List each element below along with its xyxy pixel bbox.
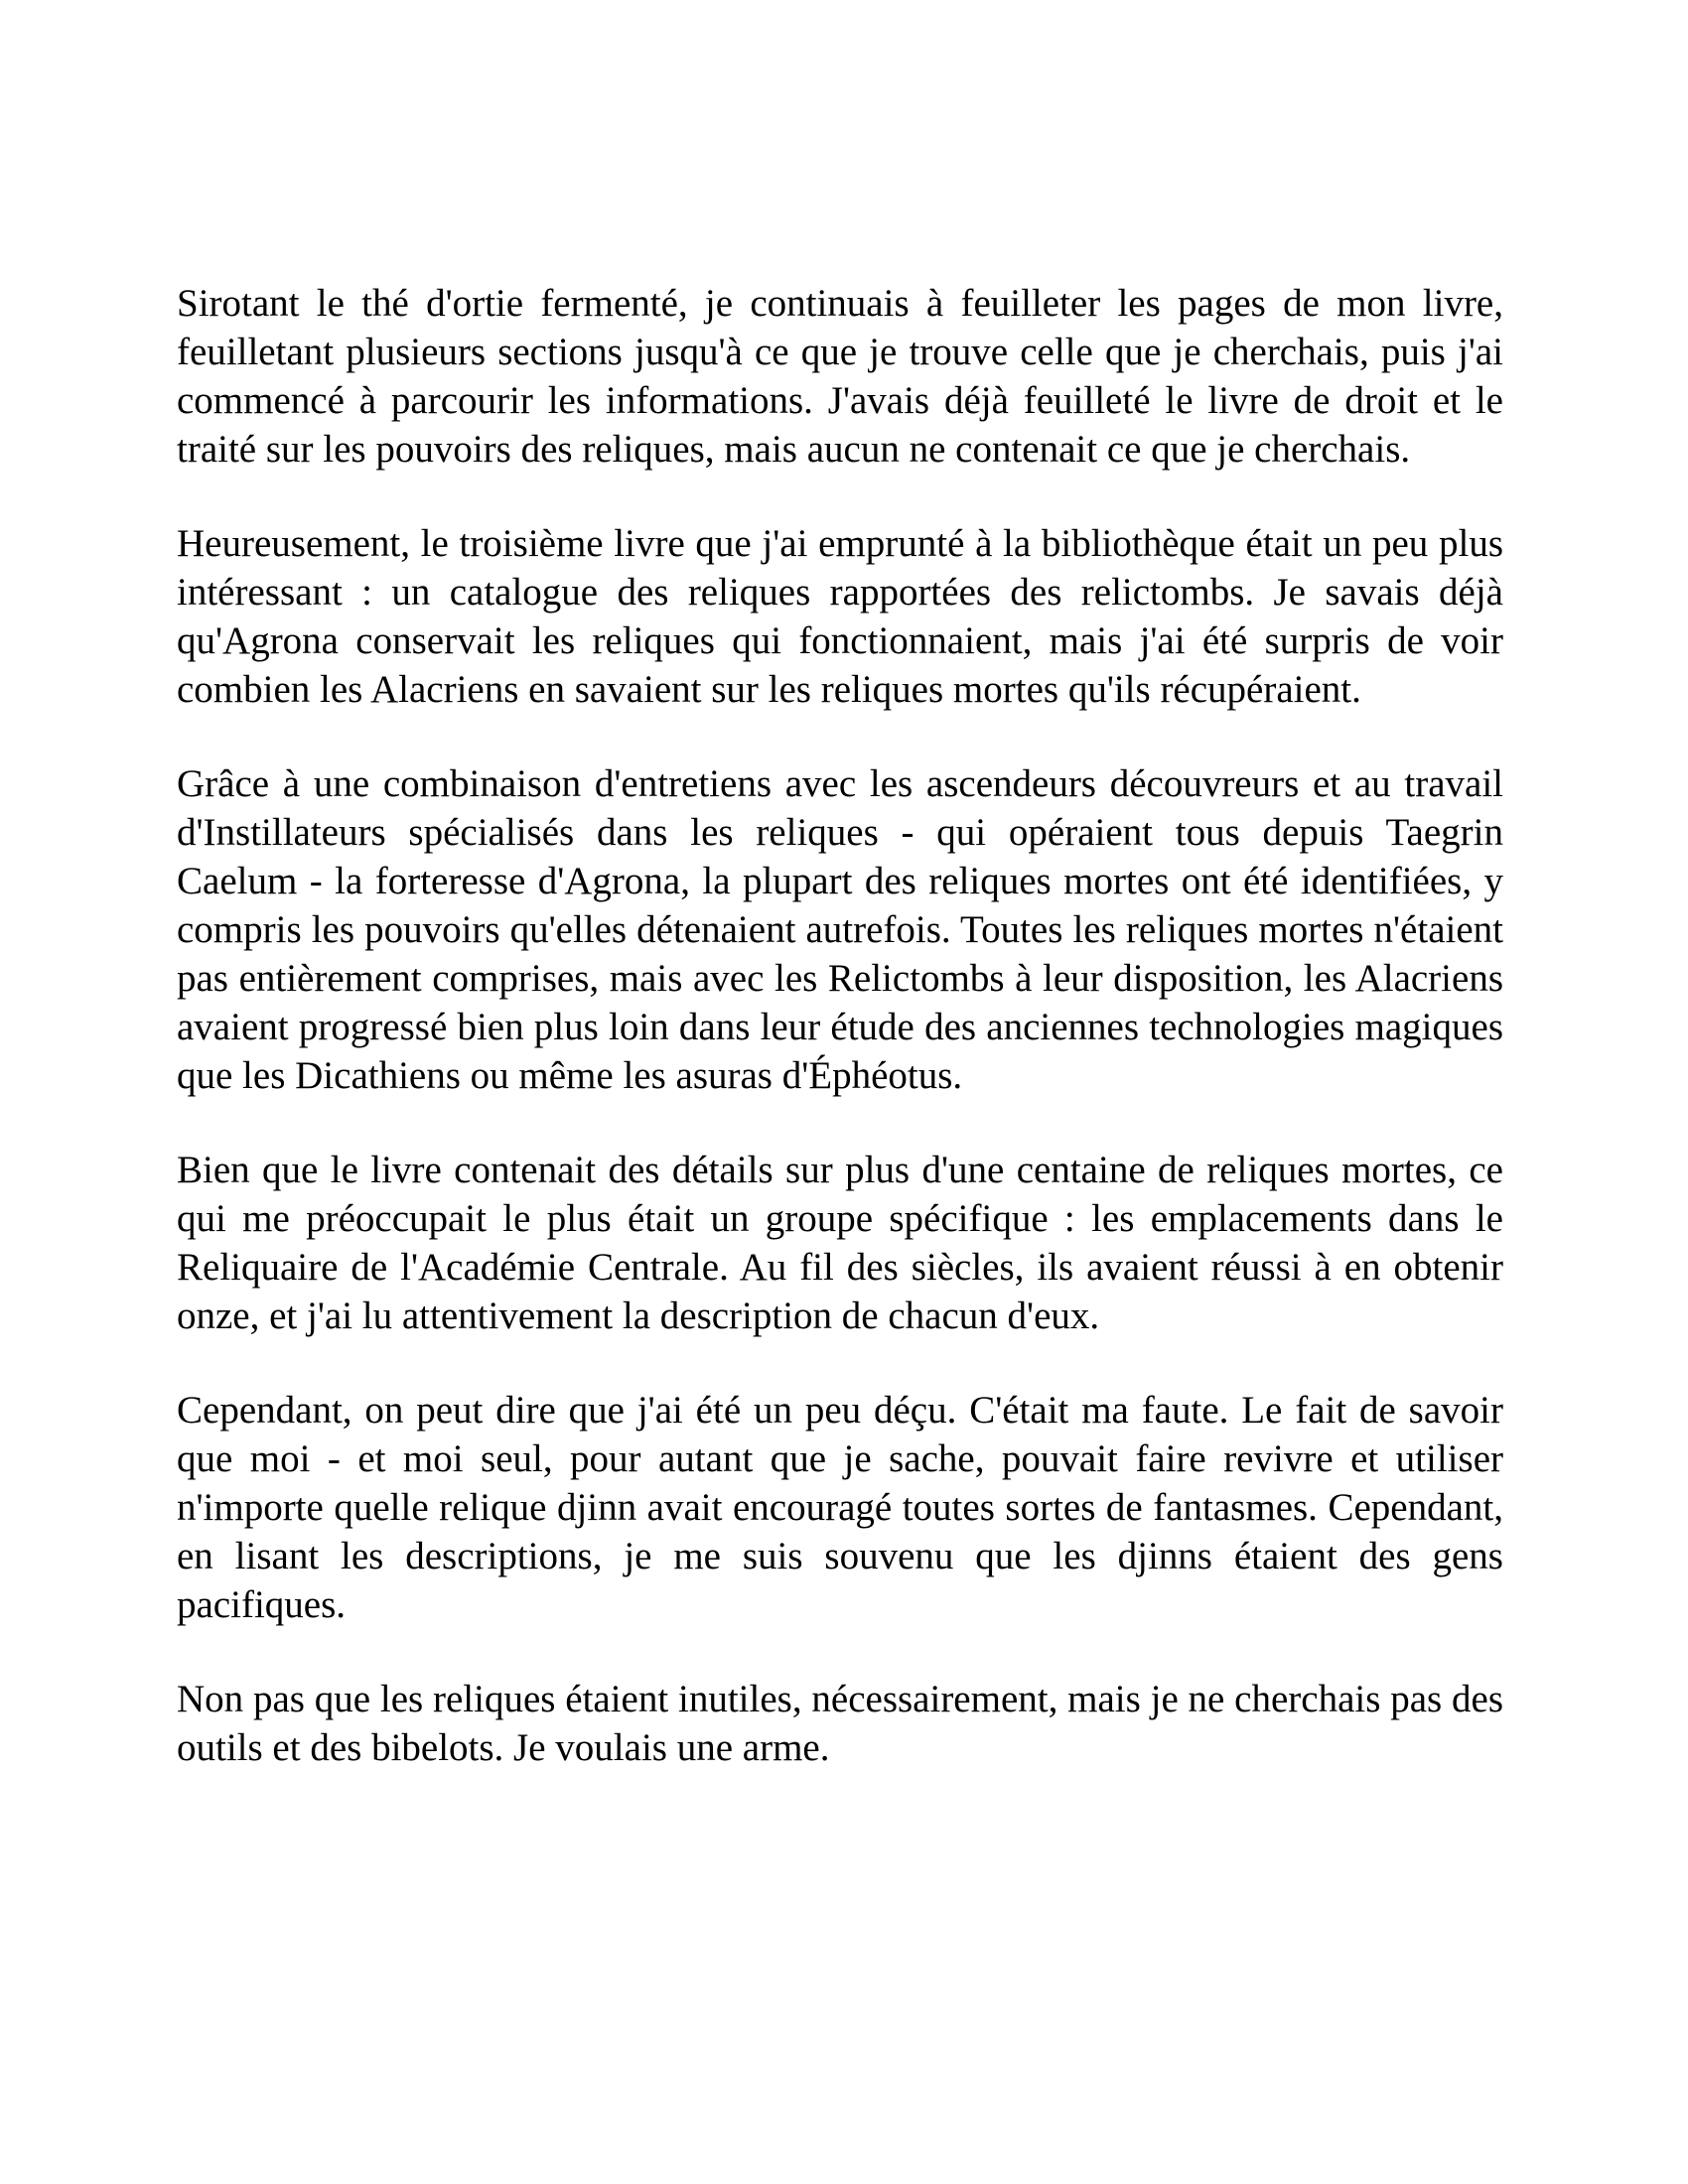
paragraph-1: Sirotant le thé d'ortie fermenté, je continuais à feuilleter les pages de mon livre, feuilletant plusieurs sections jusqu'à ce que je trouve celle que je cherchais, puis j'ai commencé à parcourir les informations. J'avais déjà feuilleté le livre de droit et le traité sur les pouvoirs des reliques, mais aucun ne contenait ce que je cherchais.: [177, 282, 1503, 471]
paragraph-6: Non pas que les reliques étaient inutiles, nécessairement, mais je ne cherchais pas des outils et des bibelots. Je voulais une arme.: [177, 1678, 1503, 1769]
text-block: [177, 279, 1503, 1772]
paragraph-5: Cependant, on peut dire que j'ai été un peu déçu. C'était ma faute. Le fait de savoir que moi - et moi seul, pour autant que je sache, pouvait faire revivre et utiliser n'importe quelle relique djinn avait encouragé toutes sortes de fantasmes. Cependant, en lisant les descriptions, je me suis souvenu que les djinns étaient des gens pacifiques.: [177, 1389, 1503, 1626]
paragraph-3: Grâce à une combinaison d'entretiens avec les ascendeurs découvreurs et au travail d'Instillateurs spécialisés dans les reliques - qui opéraient tous depuis Taegrin Caelum - la forteresse d'Agrona, la plupart des reliques mortes ont été identifiées, y compris les pouvoirs qu'elles détenaient autrefois. Toutes les reliques mortes n'étaient pas entièrement comprises, mais avec les Relictombs à leur disposition, les Alacriens avaient progressé bien plus loin dans leur étude des anciennes technologies magiques que les Dicathiens ou même les asuras d'Éphéotus.: [177, 762, 1503, 1097]
paragraph-2: Heureusement, le troisième livre que j'ai emprunté à la bibliothèque était un peu plus intéressant : un catalogue des reliques rapportées des relictombs. Je savais déjà qu'Agrona conservait les reliques qui fonctionnaient, mais j'ai été surpris de voir combien les Alacriens en savaient sur les reliques mortes qu'ils récupéraient.: [177, 522, 1503, 711]
paragraph-4: Bien que le livre contenait des détails sur plus d'une centaine de reliques mortes, ce qui me préoccupait le plus était un groupe spécifique : les emplacements dans le Reliquaire de l'Académie Centrale. Au fil des siècles, ils avaient réussi à en obtenir onze, et j'ai lu attentivement la description de chacun d'eux.: [177, 1149, 1503, 1337]
